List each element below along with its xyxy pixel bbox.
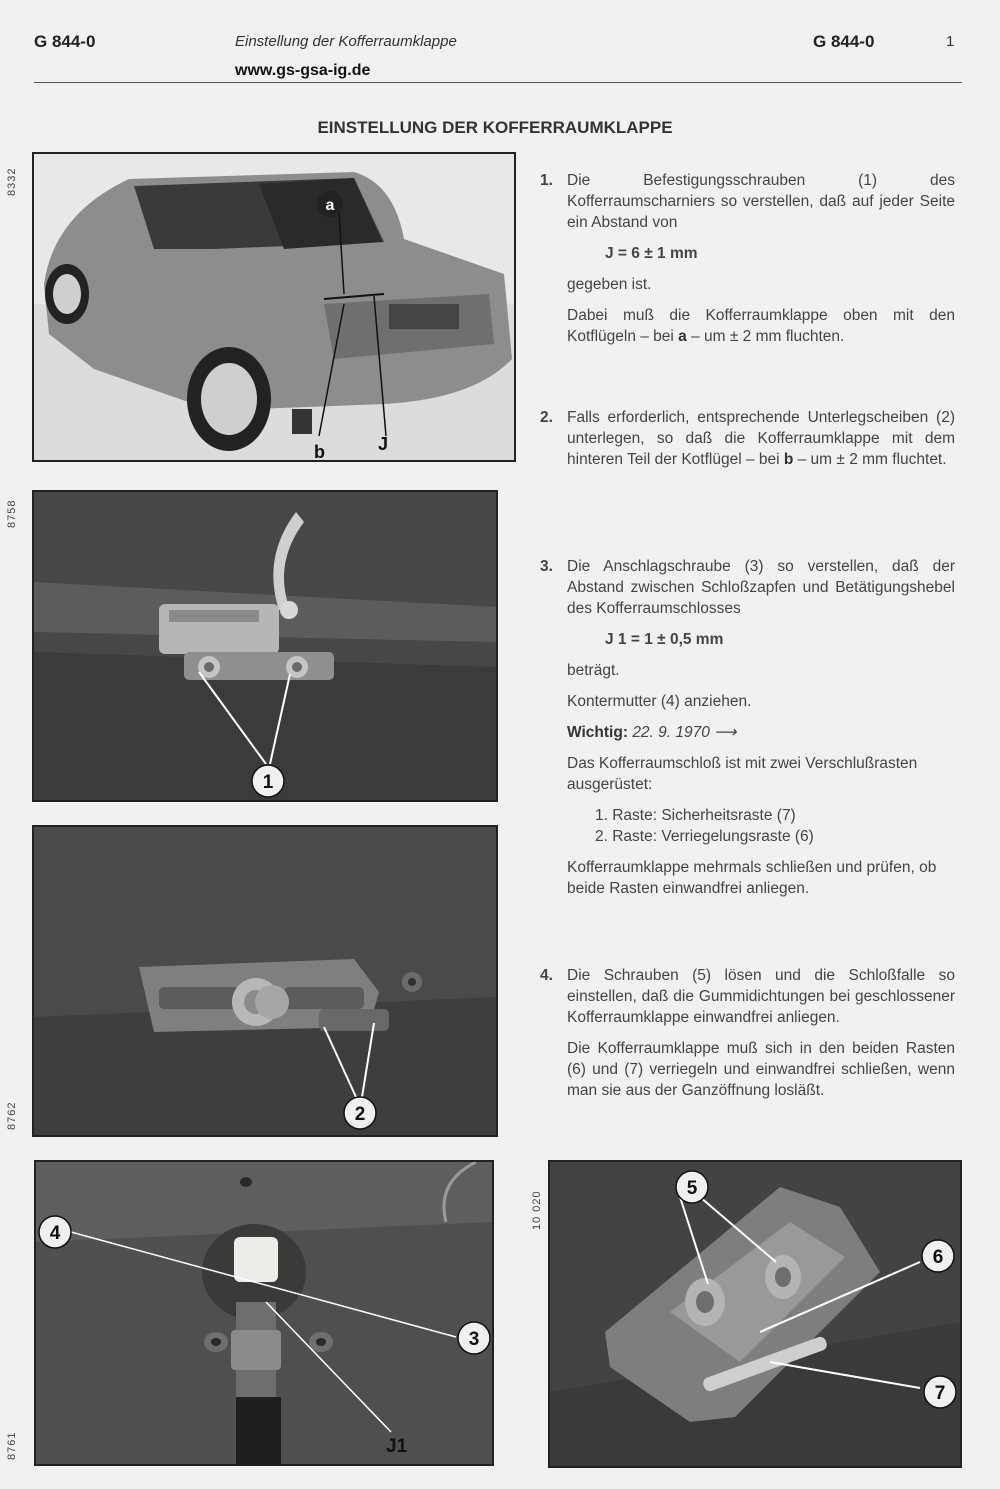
doc-header-title: Einstellung der Kofferraumklappe bbox=[235, 33, 457, 50]
wichtig-date: 22. 9. 1970 ⟶ bbox=[632, 724, 737, 741]
callout-5: 5 bbox=[686, 1178, 698, 1199]
callout-7: 7 bbox=[934, 1383, 946, 1404]
formula-j: J = 6 ± 1 mm bbox=[605, 245, 698, 262]
step-number: 1. bbox=[540, 172, 553, 189]
figure-hinge bbox=[32, 490, 498, 802]
step-3 bbox=[540, 556, 955, 909]
step-text: – um ± 2 mm fluchtet. bbox=[793, 451, 947, 468]
step-number: 2. bbox=[540, 409, 553, 426]
step-1 bbox=[540, 170, 955, 357]
lock-photo bbox=[36, 1162, 492, 1464]
callout-4: 4 bbox=[49, 1223, 61, 1244]
step-text: Die Befestigungsschrauben (1) des Kofferraumscharniers so verstellen, daß auf jeder Seite ein Abstand von bbox=[567, 172, 955, 231]
header-rule bbox=[34, 82, 962, 83]
callout-j: J bbox=[378, 434, 389, 454]
formula-j1: J 1 = 1 ± 0,5 mm bbox=[605, 631, 724, 648]
figure-lock bbox=[34, 1160, 494, 1466]
step-number: 3. bbox=[540, 558, 553, 575]
latch-shims-photo bbox=[34, 827, 496, 1135]
step-text: Falls erforderlich, entsprechende Unterlegscheiben (2) unterlegen, so daß die Kofferraumklappe mit dem hinteren Teil der Kotflügel – bei bbox=[567, 409, 955, 468]
page-number: 1 bbox=[946, 33, 955, 50]
ref-a: a bbox=[678, 328, 687, 345]
wichtig-label: Wichtig: bbox=[567, 724, 628, 741]
figure-number: 8332 bbox=[6, 167, 18, 196]
step-text: Dabei muß die Kofferraumklappe oben mit den Kotflügeln – bei bbox=[567, 307, 955, 345]
step-4 bbox=[540, 965, 955, 1111]
step-text: Die Schrauben (5) lösen und die Schloßfalle so einstellen, daß die Gummidichtungen bei geschlossener Kofferraumklappe einwandfrei anliegen. bbox=[567, 967, 955, 1026]
list-item: 2. Raste: Verriegelungsraste (6) bbox=[595, 828, 814, 845]
step-text: Die Kofferraumklappe muß sich in den beiden Rasten (6) und (7) verriegeln und einwandfrei schließen, wenn man sie aus der Ganzöffnung losläßt. bbox=[567, 1040, 955, 1099]
figure-latch-catch bbox=[548, 1160, 962, 1468]
step-text: Kontermutter (4) anziehen. bbox=[567, 693, 752, 710]
doc-code-right: G 844-0 bbox=[813, 32, 875, 51]
figure-number: 8758 bbox=[6, 499, 18, 528]
car-photo bbox=[34, 154, 514, 460]
source-url[interactable]: www.gs-gsa-ig.de bbox=[235, 62, 371, 79]
callout-j1: J1 bbox=[386, 1436, 408, 1457]
hinge-photo bbox=[34, 492, 496, 800]
latch-catch-photo bbox=[550, 1162, 960, 1466]
step-2 bbox=[540, 407, 955, 480]
callout-1: 1 bbox=[262, 772, 274, 793]
step-text: beträgt. bbox=[567, 662, 620, 679]
callout-6: 6 bbox=[932, 1247, 944, 1268]
callout-b: b bbox=[314, 442, 325, 460]
callout-3: 3 bbox=[468, 1329, 480, 1350]
step-number: 4. bbox=[540, 967, 553, 984]
ref-b: b bbox=[783, 451, 794, 468]
figure-number: 10 020 bbox=[531, 1190, 543, 1230]
step-text: gegeben ist. bbox=[567, 276, 652, 293]
list-item: 1. Raste: Sicherheitsraste (7) bbox=[595, 807, 796, 824]
figure-latch-shims bbox=[32, 825, 498, 1137]
step-text: Das Kofferraumschloß ist mit zwei Verschlußrasten ausgerüstet: bbox=[567, 755, 918, 793]
callout-2: 2 bbox=[354, 1104, 366, 1125]
doc-code-left: G 844-0 bbox=[34, 32, 96, 51]
main-title: EINSTELLUNG DER KOFFERRAUMKLAPPE bbox=[317, 118, 673, 137]
figure-number: 8762 bbox=[6, 1101, 18, 1130]
step-text: Die Anschlagschraube (3) so verstellen, daß der Abstand zwischen Schloßzapfen und Betätigungshebel des Kofferraumschlosses bbox=[567, 558, 955, 617]
figure-number: 8761 bbox=[6, 1431, 18, 1460]
figure-car-rear bbox=[32, 152, 516, 462]
step-text: – um ± 2 mm fluchten. bbox=[686, 328, 845, 345]
step-text: Kofferraumklappe mehrmals schließen und prüfen, ob beide Rasten einwandfrei anliegen. bbox=[567, 859, 937, 897]
callout-a: a bbox=[325, 197, 335, 214]
